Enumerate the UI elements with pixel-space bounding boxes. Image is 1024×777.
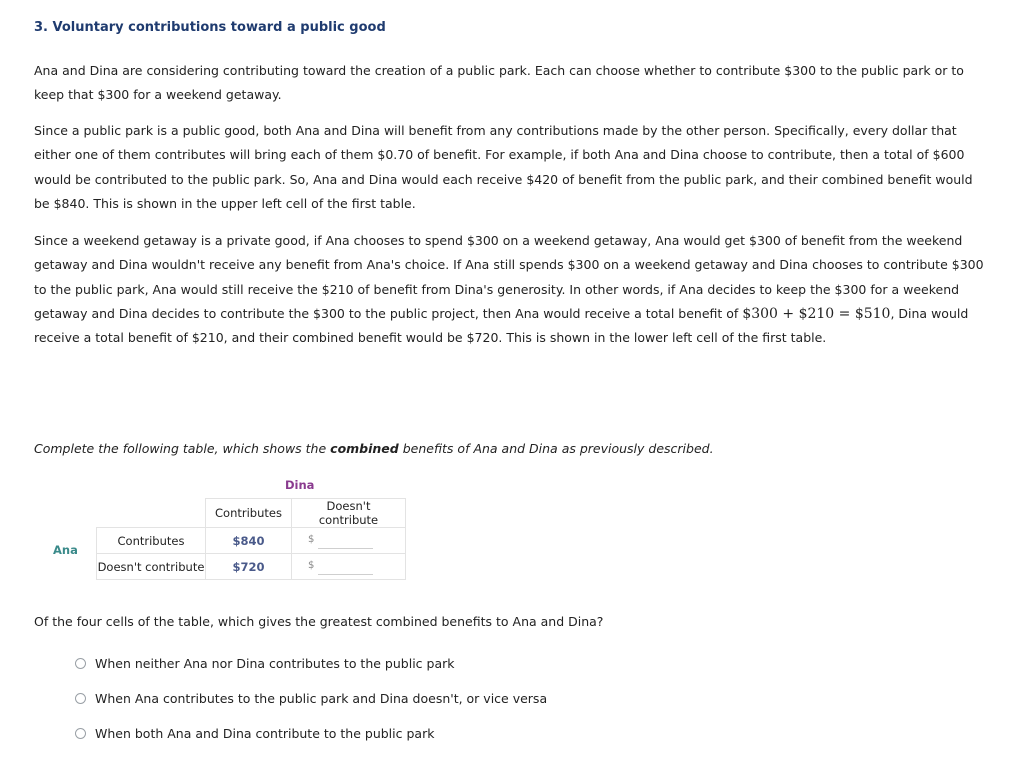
benefit-equation: $300 + $210 = $510: [742, 305, 891, 322]
paragraph-text-before: Since a weekend getaway is a private good, if Ana chooses to spend $300 on a weekend getaway, Ana would get $300 of benefit from the weekend getaway and Dina wouldn't receive any benefit from Ana's choice. If Ana still spends $300 on a weekend getaway and Dina chooses to contribute $300 to the public park, Ana would still receive the $210 of benefit from Dina's generosity. In other words, if Ana decides to keep the $300 for a weekend getaway and Dina decides to contribute the $300 to the public project, then Ana would receive a total benefit of: [34, 233, 984, 321]
option-label: When Ana contributes to the public park and Dina doesn't, or vice versa: [95, 691, 548, 706]
radio-button[interactable]: [75, 728, 86, 739]
row-header-contributes: Contributes: [97, 528, 206, 554]
table-header-row: [97, 499, 406, 528]
table-instruction: [34, 441, 714, 456]
cell-ana-contributes-dina-doesnt: [292, 528, 406, 554]
intro-paragraph: Ana and Dina are considering contributing toward the creation of a public park. Each can choose whether to contribute $300 to the public park or to keep that $300 for a weekend getaway.: [34, 63, 964, 103]
instruction-prefix: Complete the following table, which shows the: [34, 441, 331, 456]
option-both-contribute[interactable]: [75, 726, 434, 741]
option-one-contributes[interactable]: [75, 691, 547, 706]
cell-both-contribute: $840: [206, 528, 292, 554]
table-corner: [97, 499, 206, 528]
radio-button[interactable]: [75, 693, 86, 704]
cell-neither-contributes: [292, 554, 406, 580]
row-header-doesnt-contribute: Doesn't contribute: [97, 554, 206, 580]
public-good-paragraph: Since a public park is a public good, both Ana and Dina will benefit from any contributions made by the other person. Specifically, every dollar that either one of them contributes will bring each of them $0.70 of benefit. For example, if both Ana and Dina choose to contribute, then a total of $600 would be contributed to the public park. So, Ana and Dina would each receive $420 of benefit from the public park, and their combined benefit would be $840. This is shown in the upper left cell of the first table.: [34, 123, 973, 211]
option-neither-contributes[interactable]: [75, 656, 454, 671]
instruction-emphasis: combined: [330, 441, 399, 456]
column-player-label: Dina: [285, 478, 315, 492]
question-title: 3. Voluntary contributions toward a public good: [34, 20, 386, 35]
input-ana-contributes-dina-doesnt[interactable]: [318, 532, 373, 549]
option-label: When neither Ana nor Dina contributes to the public park: [95, 656, 455, 671]
cell-ana-doesnt-dina-contributes: $720: [206, 554, 292, 580]
private-good-paragraph: [34, 229, 989, 350]
table-row: [97, 528, 406, 554]
input-neither-contributes[interactable]: [318, 558, 373, 575]
multiple-choice-question: Of the four cells of the table, which gives the greatest combined benefits to Ana and Dina?: [34, 614, 604, 629]
option-label: When both Ana and Dina contribute to the public park: [95, 726, 435, 741]
col-header-doesnt-contribute: Doesn't contribute: [292, 499, 406, 528]
combined-benefits-table: [96, 498, 406, 580]
paragraph-text-after: , Dina would receive a total benefit of $210, and their combined benefit would be $720. This is shown in the lower left cell of the first table.: [34, 305, 969, 346]
dollar-prefix: $: [308, 534, 315, 545]
dollar-prefix: $: [308, 560, 315, 571]
row-player-label: Ana: [53, 543, 78, 557]
col-header-contributes: Contributes: [206, 499, 292, 528]
instruction-suffix: benefits of Ana and Dina as previously described.: [398, 441, 714, 456]
radio-button[interactable]: [75, 658, 86, 669]
table-row: [97, 554, 406, 580]
